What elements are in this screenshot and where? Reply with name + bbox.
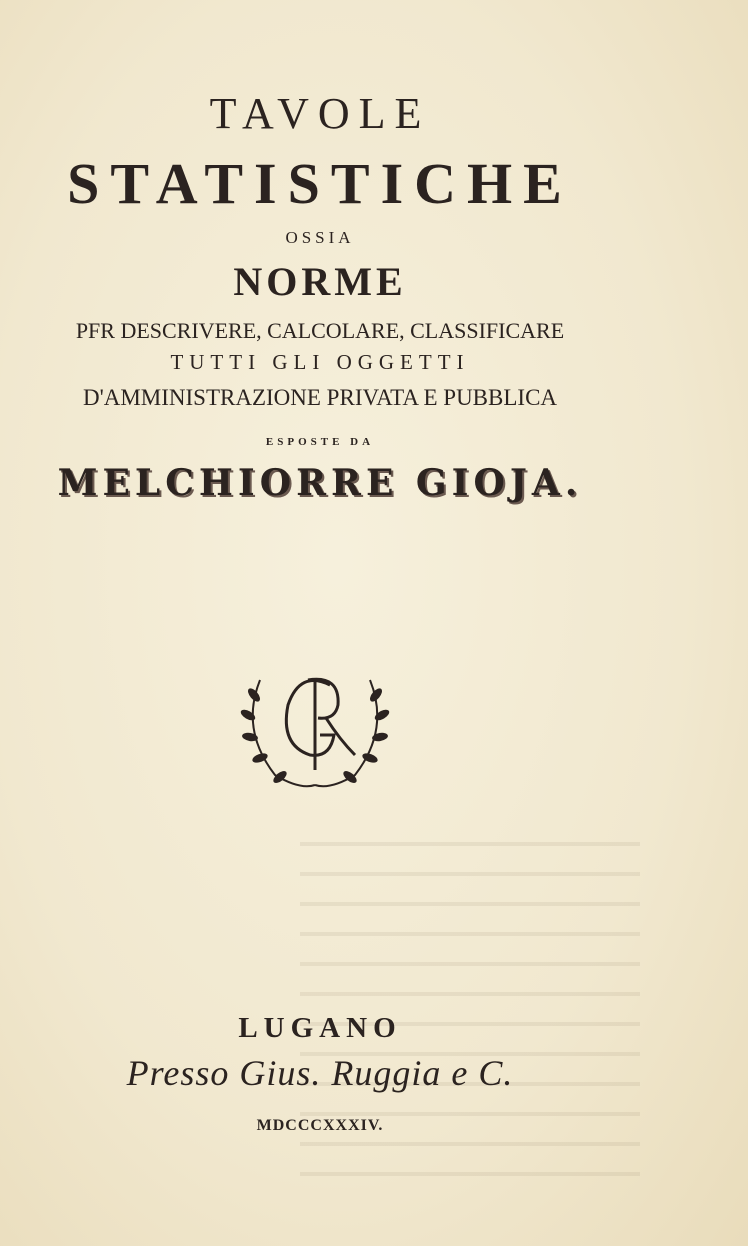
monogram-wreath-icon bbox=[230, 660, 400, 800]
subtitle-line-2: TUTTI GLI OGGETTI bbox=[170, 350, 470, 374]
title-line-norme: NORME bbox=[233, 259, 407, 304]
title-line-ossia: OSSIA bbox=[285, 228, 355, 247]
place-of-publication: LUGANO bbox=[238, 1012, 402, 1044]
subtitle-line-3: D'AMMINISTRAZIONE PRIVATA E PUBBLICA bbox=[82, 385, 558, 410]
subtitle-line-1: PFR DESCRIVERE, CALCOLARE, CLASSIFICARE bbox=[75, 318, 565, 343]
title-line-tavole: TAVOLE bbox=[209, 89, 431, 138]
publication-year: MDCCCXXXIV. bbox=[256, 1117, 384, 1134]
publisher: Presso Gius. Ruggia e C. bbox=[126, 1053, 514, 1093]
author-name: MELCHIORRE GIOJA. bbox=[57, 462, 583, 504]
title-line-statistiche: STATISTICHE bbox=[67, 151, 573, 216]
esposte-da: ESPOSTE DA bbox=[265, 436, 375, 448]
